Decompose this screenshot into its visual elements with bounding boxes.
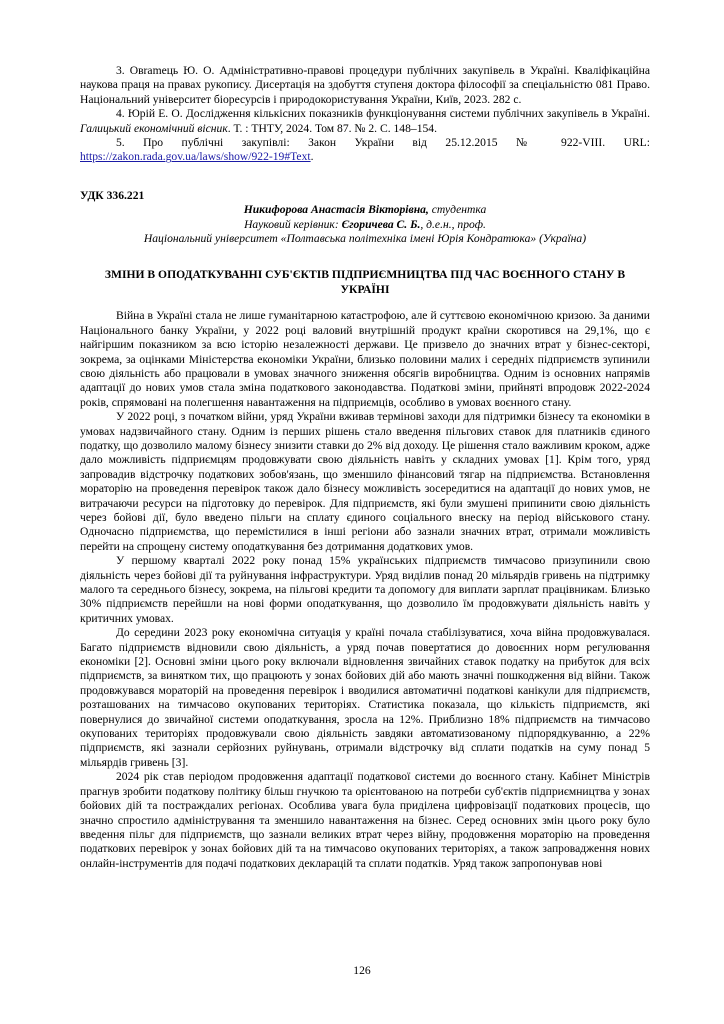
page-number: 126: [353, 964, 371, 977]
reference-item: 4. Юрій Е. О. Дослідження кількісних показників функціонування системи публічних закупівель в Україні. Галицький економічний вісник. Т. : ТНТУ, 2024. Том 87. № 2. С. 148–154.: [80, 107, 650, 135]
advisor-line: Науковий керівник: Єгоричева С. Б., д.е.н., проф.: [244, 217, 486, 231]
author-line: [80, 203, 650, 217]
document-body: [80, 64, 650, 871]
reference-list: [80, 64, 650, 165]
author-name: Никифорова Анастасія Вікторівна,: [243, 203, 429, 217]
article-title: ЗМІНИ В ОПОДАТКУВАННІ СУБ'ЄКТІВ ПІДПРИЄМНИЦТВА ПІД ЧАС ВОЄННОГО СТАНУ В УКРАЇНІ: [104, 268, 626, 296]
paragraph: До середини 2023 року економічна ситуація у країні почала стабілізуватися, хоча війна продовжувалася. Багато підприємств відновили свою діяльність, а уряд почав повертатися до довоєнних норм регулювання економіки [2]. Основні зміни цього року включали відновлення звичайних ставок податку на прибуток для всіх підприємств, за винятком тих, що працюють у зонах бойових дій або мають значні пошкодження від війни. Також продовжувався мораторій на проведення перевірок і вводилися автоматичні податкові канікули для підприємств, розташованих на тимчасово окупованих територіях. Статистика показала, що кількість підприємств, які повернулися до звичайної системи оподаткування, зросла на 12%. Приблизно 18% підприємств на тимчасово окупованих територіях продовжували свою діяльність завдяки автоматизованому підпорядкуванню, а 22% підприємств, які зазнали серйозних руйнувань, отримали відстрочку від сплати податків на суму понад 5 мільярдів гривень [3].: [80, 626, 650, 769]
journal-title: Галицький економічний вісник: [80, 121, 228, 135]
author-role: студентка: [428, 203, 487, 217]
advisor-name: Єгоричева С. Б.: [341, 217, 421, 231]
paragraph: 2024 рік став періодом продовження адаптації податкової системи до воєнного стану. Кабінет Міністрів прагнув зробити податкову політику більш гнучкою та орієнтованою на потреби суб'єктів підприємництва у зонах бойових дій та постраждалих регіонах. Особлива увага була приділена цифровізації податкових процесів, що значно спростило адміністрування та зменшило навантаження на бізнес. Серед основних змін цього року було введення пільг для підприємств, що зазнали великих втрат через війну, продовження мораторію на проведення податкових перевірок у зонах бойових дій та на тимчасово окупованих територіях, а також запровадження нових онлайн-інструментів для подачі податкових декларацій та сплати податків. Уряд також запропонував нові: [80, 770, 650, 870]
paragraph: Війна в Україні стала не лише гуманітарною катастрофою, але й суттєвою економічною кризою. За даними Національного банку України, у 2022 році валовий внутрішній продукт країни скоротився на 29,1%, що є найгіршим показником за всю історію незалежності держави. Це призвело до значних втрат у бізнес-секторі, зокрема, за оцінками Міністерства економіки України, близько половини малих і середніх підприємств зупинили свою діяльність або працювали в умовах значного зниження обсягів виробництва. Одним із основних напрямів адаптації до нових умов стала зміна податкового законодавства. Податкові зміни, прийняті впродовж 2022-2024 років, спрямовані на полегшення навантаження на підприємців, особливо в умовах воєнного стану.: [80, 309, 650, 409]
paragraph: У 2022 році, з початком війни, уряд України вживав термінові заходи для підтримки бізнесу та економіки в умовах надзвичайного стану. Одним із перших рішень стало введення пільгових ставок для платників єдиного податку, що дозволило малому бізнесу знизити ставки до 2% від доходу. Це рішення стало важливим кроком, адже дало можливість підприємцям продовжувати свою діяльність навіть у складних умовах [1]. Крім того, уряд запровадив відстрочку податкових зобов'язань, що зменшило фінансовий тягар на підприємства. Встановлення мораторію на проведення перевірок також дало бізнесу можливість зосередитися на адаптації до нових умов, не витрачаючи ресурси на підготовку до перевірок. Для підприємств, які були змушені припинити свою діяльність через бойові дії, було введено пільги на сплату єдиного соціального внеску на період військового стану. Одночасно підприємства, що перемістилися в інші регіони або зазнали значних втрат, отримали можливість перейти на спрощену систему оподаткування без дотримання додаткових умов.: [80, 410, 650, 553]
reference-link[interactable]: https://zakon.rada.gov.ua/laws/show/922-19#Text: [80, 150, 311, 164]
article-text: [80, 309, 650, 871]
reference-item: 3. Овramець Ю. О. Адміністративно-правові процедури публічних закупівель в Україні. Кваліфікаційна наукова праця на правах рукопису. Дисертація на здобуття ступеня доктора філософії за спеціальністю 081 Право. Національний університет біоресурсів і природокористування України, Київ, 2023. 282 с.: [80, 64, 650, 106]
reference-item: 5. Про публічні закупівлі: Закон України від 25.12.2015 № 922-VIII. URL: https://zakon.rada.gov.ua/laws/show/922-19#Text.: [80, 136, 650, 164]
paragraph: У першому кварталі 2022 року понад 15% українських підприємств тимчасово призупинили свою діяльність через бойові дії та руйнування інфраструктури. Уряд виділив понад 20 мільярдів гривень на підтримку малого та середнього бізнесу, зокрема, на пільгові кредити та допомогу для виплати зарплат працівникам. Близько 30% підприємств перейшли на нові форми оподаткування, що дозволило їм продовжувати діяльність навіть у критичних умовах.: [80, 554, 650, 625]
udk-code: УДК 336.221: [80, 188, 145, 202]
affiliation: Національний університет «Полтавська політехніка імені Юрія Кондратюка» (Україна): [143, 232, 587, 246]
